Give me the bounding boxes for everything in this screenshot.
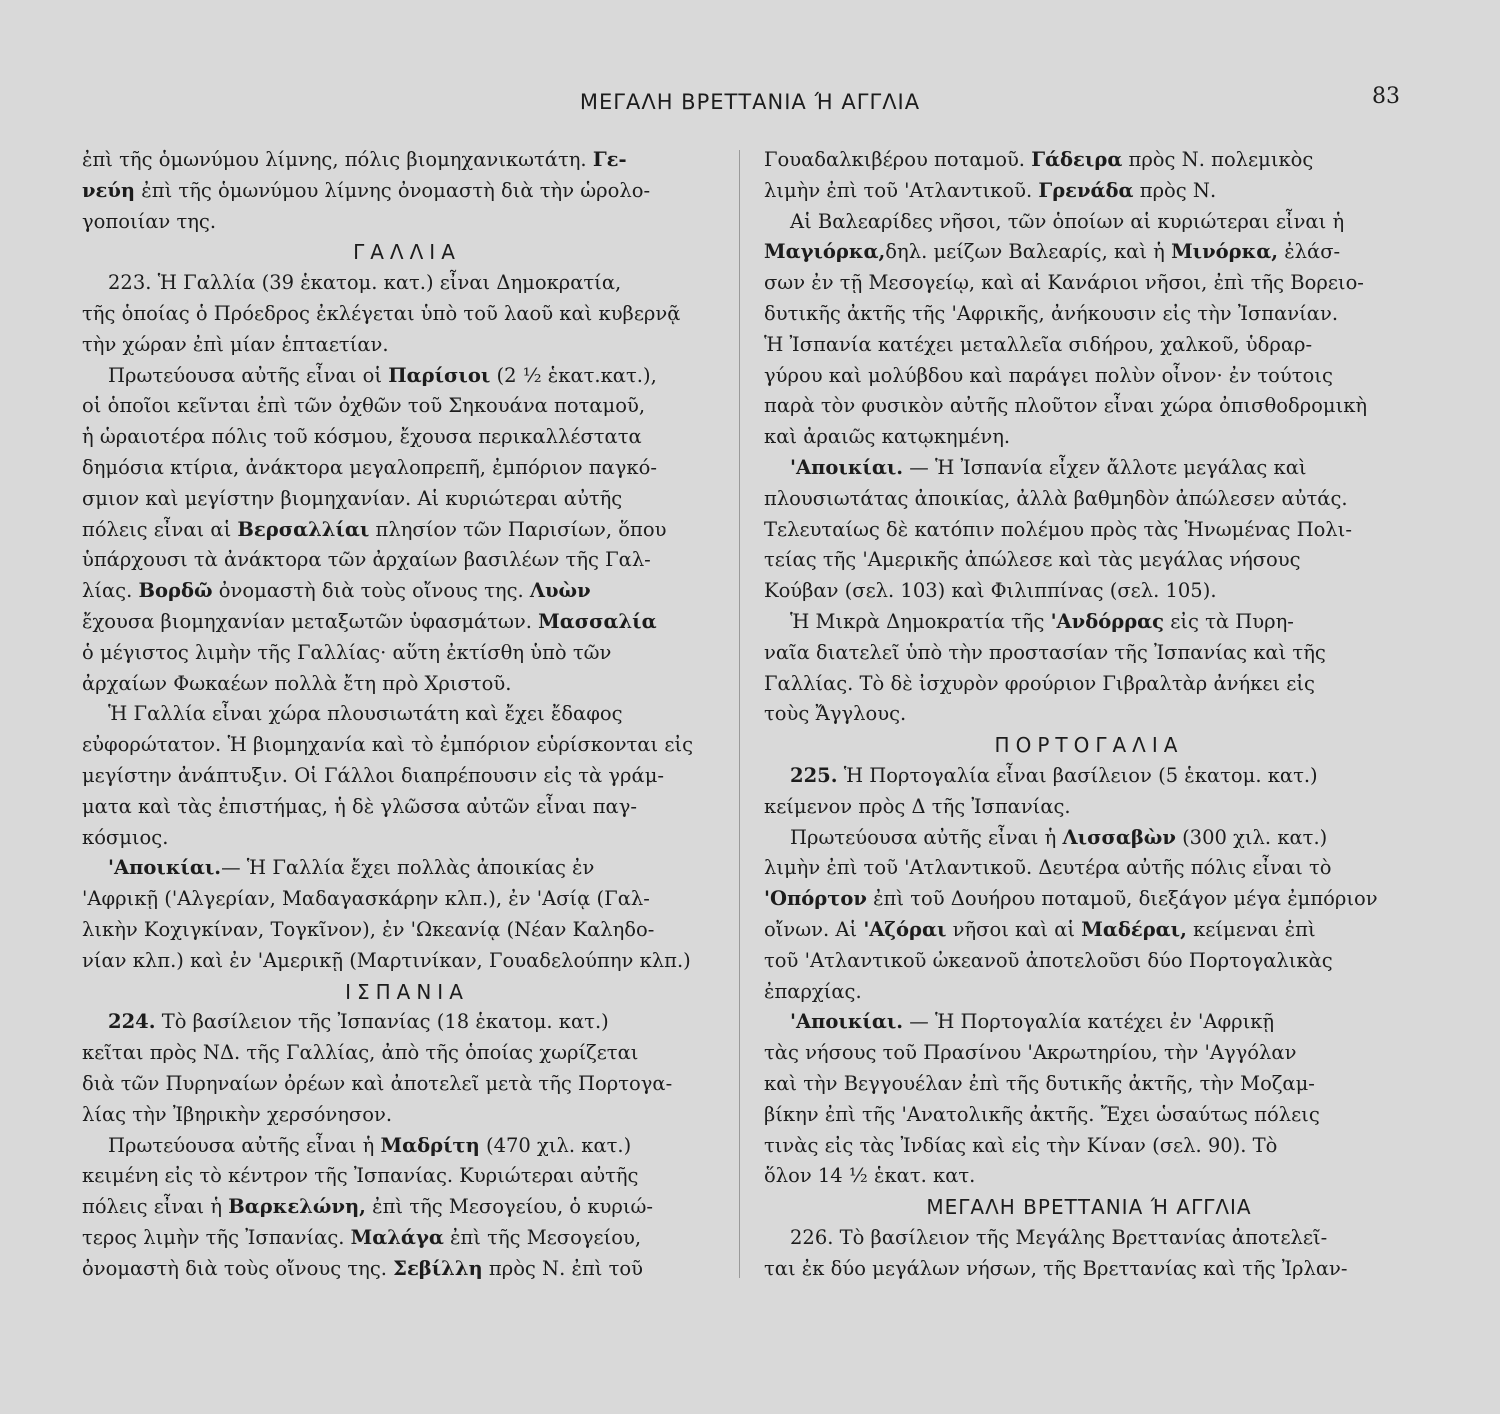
text-line — [764, 361, 1414, 392]
bold-term: Γρενάδα — [1038, 178, 1134, 202]
text-line — [764, 1161, 1414, 1192]
text-line — [764, 391, 1414, 422]
text-line — [82, 823, 732, 854]
text-segment: λίας. — [82, 579, 139, 603]
text-segment: Κούβαν (σελ. 103) καὶ Φιλιππίνας (σελ. 105). — [764, 579, 1217, 603]
text-line — [764, 977, 1414, 1008]
text-segment: Αἱ Βαλεαρίδες νῆσοι, τῶν ὁποίων αἱ κυριώτεραι εἶναι ἡ — [790, 209, 1345, 233]
text-line — [764, 607, 1414, 638]
text-line — [82, 946, 732, 977]
text-segment: ται ἐκ δύο μεγάλων νήσων, τῆς Βρεττανίας καὶ τῆς Ἰρλαν- — [764, 1256, 1348, 1280]
text-line — [82, 207, 732, 238]
text-segment: βίκην ἐπὶ τῆς 'Ανατολικῆς ἀκτῆς. Ἔχει ὡσαύτως πόλεις — [764, 1102, 1320, 1126]
bold-term: 224. — [108, 1010, 156, 1034]
text-line — [764, 1131, 1414, 1162]
bold-term: Γε- — [592, 148, 627, 171]
text-segment: σμιον καὶ μεγίστην βιομηχανίαν. Αἱ κυριώτεραι αὐτῆς — [82, 486, 623, 510]
text-segment: τὰς νήσους τοῦ Πρασίνου 'Ακρωτηρίου, τὴν 'Αγγόλαν — [764, 1041, 1297, 1065]
text-segment: Πρωτεύουσα αὐτῆς εἶναι ἡ — [790, 825, 1063, 849]
page-number: 83 — [1372, 84, 1400, 109]
text-segment: δηλ. μείζων Βαλεαρίς, καὶ ἡ — [885, 240, 1172, 264]
bold-term: νεύη — [82, 178, 136, 202]
text-segment: ἔχουσα βιομηχανίαν μεταξωτῶν ὑφασμάτων. — [82, 609, 539, 633]
text-line — [764, 915, 1414, 946]
text-segment: — Ἡ Ἰσπανία εἶχεν ἄλλοτε μεγάλας καὶ — [903, 455, 1307, 479]
text-line — [764, 884, 1414, 915]
text-segment: γύρου καὶ μολύβδου καὶ παράγει πολὺν οἶνον· ἐν τούτοις — [764, 363, 1333, 387]
running-header: ΜΕΓΑΛΗ ΒΡΕΤΤΑΝΙΑ Ή ΑΓΓΛΙΑ — [579, 90, 921, 114]
bold-term: 'Ανδόρρας — [1050, 609, 1165, 633]
text-segment: πλησίον τῶν Παρισίων, ὅπου — [369, 517, 667, 541]
text-segment: ἐπαρχίας. — [764, 979, 862, 1003]
text-line — [764, 761, 1414, 792]
bold-term: 'Αζόραι — [863, 917, 947, 941]
bold-term: 'Οπόρτον — [764, 887, 867, 911]
bold-term: Βερσαλλίαι — [237, 517, 370, 541]
text-line — [764, 176, 1414, 207]
bold-term: Λισσαβὼν — [1062, 825, 1176, 849]
text-segment: ἐλάσ- — [1278, 240, 1341, 264]
text-segment: εὐφορώτατον. Ἡ βιομηχανία καὶ τὸ ἐμπόριον εὑρίσκονται εἰς — [82, 733, 694, 757]
text-segment: ἐπὶ τῆς Μεσογείου, — [443, 1225, 642, 1249]
text-segment: Γαλλίας. Τὸ δὲ ἰσχυρὸν φρούριον Γιβραλτὰρ ἀνήκει εἰς — [764, 671, 1315, 695]
text-segment: ἐπὶ τῆς ὁμωνύμου λίμνης, πόλις βιομηχανικωτάτη. — [82, 148, 593, 171]
text-segment: τοῦ 'Ατλαντικοῦ ὠκεανοῦ ἀποτελοῦσι δύο Πορτογαλικὰς — [764, 948, 1333, 972]
section-heading: ΓΑΛΛΙΑ — [353, 240, 461, 265]
text-line — [764, 453, 1414, 484]
text-line — [764, 638, 1414, 669]
text-line — [82, 391, 732, 422]
text-segment: ὀνομαστὴ διὰ τοὺς οἴνους της. — [212, 579, 530, 603]
text-line — [82, 330, 732, 361]
text-segment: πρὸς Ν. — [1133, 178, 1217, 202]
text-segment: δυτικῆς ἀκτῆς τῆς 'Αφρικῆς, ἀνήκουσιν εἰς τὴν Ἰσπανίαν. — [764, 301, 1339, 325]
text-line — [82, 1007, 732, 1038]
text-segment: κειμένη εἰς τὸ κέντρον τῆς Ἰσπανίας. Κυριώτεραι αὐτῆς — [82, 1164, 639, 1188]
text-line — [82, 484, 732, 515]
text-line — [82, 299, 732, 330]
text-line — [764, 422, 1414, 453]
left-column — [82, 145, 732, 1284]
bold-term: 'Αποικίαι. — [790, 455, 904, 479]
text-line — [764, 268, 1414, 299]
text-line — [764, 699, 1414, 730]
bold-term: Μαγιόρκα, — [764, 240, 886, 264]
text-line — [82, 761, 732, 792]
text-line — [764, 237, 1414, 268]
bold-term: Λυὼν — [529, 579, 591, 603]
text-segment: ἐπὶ τῆς Μεσογείου, ὁ κυριώ- — [365, 1195, 653, 1219]
text-line — [764, 1007, 1414, 1038]
column-divider — [739, 150, 740, 1278]
text-segment: Ἡ Μικρὰ Δημοκρατία τῆς — [790, 609, 1051, 633]
bold-term: Παρίσιοι — [388, 363, 491, 387]
text-segment: τὴν χώραν ἐπὶ μίαν ἑπταετίαν. — [82, 332, 389, 356]
text-segment: ἐπὶ τῆς ὁμωνύμου λίμνης ὀνομαστὴ διὰ τὴν ὡρολο- — [135, 178, 651, 202]
text-segment: Γουαδαλκιβέρου ποταμοῦ. — [764, 148, 1032, 171]
text-segment: κείμενον πρὸς Δ τῆς Ἰσπανίας. — [764, 794, 1071, 818]
bold-term: Γάδειρα — [1031, 148, 1123, 171]
text-segment: Τελευταίως δὲ κατόπιν πολέμου πρὸς τὰς Ἡνωμένας Πολι- — [764, 517, 1352, 541]
bold-term: Μασσαλία — [538, 609, 657, 633]
text-segment: νίαν κλπ.) καὶ ἐν 'Αμερικῇ (Μαρτινίκαν, Γουαδελούπην κλπ.) — [82, 948, 691, 972]
bold-term: 225. — [790, 763, 838, 787]
text-line — [82, 699, 732, 730]
text-segment: (300 χιλ. κατ.) — [1175, 825, 1328, 849]
text-segment: τοὺς Ἄγγλους. — [764, 702, 907, 726]
text-segment: πόλεις εἶναι αἱ — [82, 517, 238, 541]
text-segment: ὁ μέγιστος λιμὴν τῆς Γαλλίας· αὕτη ἐκτίσθη ὑπὸ τῶν — [82, 640, 612, 664]
section-heading: ΙΣΠΑΝΙΑ — [345, 979, 469, 1004]
text-line — [764, 299, 1414, 330]
text-line — [82, 453, 732, 484]
text-segment: διὰ τῶν Πυρηναίων ὀρέων καὶ ἀποτελεῖ μετὰ τῆς Πορτογα- — [82, 1071, 673, 1095]
text-line — [764, 330, 1414, 361]
text-segment: Ἡ Γαλλία εἶναι χώρα πλουσιωτάτη καὶ ἔχει ἔδαφος — [108, 702, 623, 726]
text-line — [764, 669, 1414, 700]
text-line — [82, 268, 732, 299]
bold-term: Βορδῶ — [138, 579, 213, 603]
text-line — [764, 145, 1414, 176]
section-heading: ΠΟΡΤΟΓΑΛΙΑ — [994, 733, 1184, 758]
text-segment: 226. Τὸ βασίλειον τῆς Μεγάλης Βρεττανίας ἀποτελεῖ- — [790, 1225, 1328, 1249]
bold-term: Μινόρκα, — [1171, 240, 1278, 264]
text-line — [82, 576, 732, 607]
text-segment: οἴνων. Αἱ — [764, 917, 864, 941]
text-segment: εἰς τὰ Πυρη- — [1164, 609, 1294, 633]
bold-term: 'Αποικίαι. — [790, 1010, 904, 1034]
text-segment: Ἡ Ἰσπανία κατέχει μεταλλεῖα σιδήρου, χαλκοῦ, ὑδραρ- — [764, 332, 1313, 356]
text-segment: οἱ ὁποῖοι κεῖνται ἐπὶ τῶν ὀχθῶν τοῦ Σηκουάνα ποταμοῦ, — [82, 394, 646, 418]
bold-term: Σεβίλλη — [393, 1256, 483, 1280]
bold-term: 'Αποικίαι. — [108, 856, 222, 880]
text-line — [82, 853, 732, 884]
text-line — [764, 1254, 1414, 1285]
text-line — [764, 484, 1414, 515]
text-line — [82, 422, 732, 453]
text-segment: γοποιίαν της. — [82, 209, 217, 233]
text-line — [82, 545, 732, 576]
text-line — [764, 1100, 1414, 1131]
text-line — [82, 669, 732, 700]
text-segment: λιμὴν ἐπὶ τοῦ 'Ατλαντικοῦ. Δευτέρα αὐτῆς πόλις εἶναι τὸ — [764, 856, 1332, 880]
text-segment: κείμεναι ἐπὶ — [1186, 917, 1316, 941]
text-segment: νῆσοι καὶ αἱ — [946, 917, 1082, 941]
text-line — [82, 1069, 732, 1100]
text-segment: μεγίστην ἀνάπτυξιν. Οἱ Γάλλοι διαπρέπουσιν εἰς τὰ γράμ- — [82, 763, 664, 787]
text-segment: — Ἡ Γαλλία ἔχει πολλὰς ἀποικίας ἐν — [221, 856, 595, 880]
text-segment: τῆς ὁποίας ὁ Πρόεδρος ἐκλέγεται ὑπὸ τοῦ λαοῦ καὶ κυβερνᾷ — [82, 301, 681, 325]
text-segment: Πρωτεύουσα αὐτῆς εἶναι ἡ — [108, 1133, 381, 1157]
text-segment: πρὸς Ν. πολεμικὸς — [1122, 148, 1314, 171]
text-line — [82, 1223, 732, 1254]
text-segment: τινὰς εἰς τὰς Ἰνδίας καὶ εἰς τὴν Κίναν (σελ. 90). Τὸ — [764, 1133, 1278, 1157]
text-segment: ἀρχαίων Φωκαέων πολλὰ ἔτη πρὸ Χριστοῦ. — [82, 671, 512, 695]
text-segment: λίας τὴν Ἰβηρικὴν χερσόνησον. — [82, 1102, 393, 1126]
text-line — [82, 884, 732, 915]
text-segment: κόσμιος. — [82, 825, 169, 849]
text-line — [764, 792, 1414, 823]
text-segment: (2 ½ ἑκατ.κατ.), — [490, 363, 657, 387]
text-line — [82, 1254, 732, 1285]
text-line — [82, 515, 732, 546]
right-column — [764, 145, 1414, 1284]
text-line — [764, 853, 1414, 884]
section-heading: ΜΕΓΑΛΗ ΒΡΕΤΤΑΝΙΑ Ή ΑΓΓΛΙΑ — [926, 1195, 1252, 1220]
text-line — [82, 638, 732, 669]
text-line — [82, 1038, 732, 1069]
text-segment: καὶ τὴν Βεγγουέλαν ἐπὶ τῆς δυτικῆς ἀκτῆς, τὴν Μοζαμ- — [764, 1071, 1315, 1095]
text-line — [764, 946, 1414, 977]
bold-term: Μαλάγα — [350, 1225, 444, 1249]
text-line — [82, 915, 732, 946]
text-segment: 'Αφρικῇ ('Αλγερίαν, Μαδαγασκάρην κλπ.), ἐν 'Ασίᾳ (Γαλ- — [82, 887, 650, 911]
text-line — [82, 792, 732, 823]
text-segment: πλουσιωτάτας ἀποικίας, ἀλλὰ βαθμηδὸν ἀπώλεσεν αὐτάς. — [764, 486, 1348, 510]
text-segment: πόλεις εἶναι ἡ — [82, 1195, 229, 1219]
text-line — [764, 576, 1414, 607]
text-line — [764, 207, 1414, 238]
text-segment: σων ἐν τῇ Μεσογείῳ, καὶ αἱ Κανάριοι νῆσοι, ἐπὶ τῆς Βορειο- — [764, 271, 1364, 295]
text-segment: Τὸ βασίλειον τῆς Ἰσπανίας (18 ἑκατομ. κατ.) — [155, 1010, 609, 1034]
bold-term: Μαδέραι, — [1081, 917, 1187, 941]
text-segment: ὀνομαστὴ διὰ τοὺς οἴνους της. — [82, 1256, 394, 1280]
text-line — [82, 1192, 732, 1223]
text-segment: — Ἡ Πορτογαλία κατέχει ἐν 'Αφρικῇ — [903, 1010, 1275, 1034]
text-segment: λικὴν Κοχιγκίναν, Τογκῖνον), ἐν 'Ωκεανίᾳ (Νέαν Καληδο- — [82, 917, 655, 941]
text-segment: ὅλον 14 ½ ἑκατ. κατ. — [764, 1164, 976, 1188]
text-line — [82, 176, 732, 207]
bold-term: Μαδρίτη — [380, 1133, 480, 1157]
text-segment: λιμὴν ἐπὶ τοῦ 'Ατλαντικοῦ. — [764, 178, 1039, 202]
text-line — [82, 1161, 732, 1192]
text-segment: ὑπάρχουσι τὰ ἀνάκτορα τῶν ἀρχαίων βασιλέων τῆς Γαλ- — [82, 548, 651, 572]
text-segment: Ἡ Πορτογαλία εἶναι βασίλειον (5 ἑκατομ. κατ.) — [837, 763, 1318, 787]
text-line — [82, 607, 732, 638]
text-segment: 223. Ἡ Γαλλία (39 ἑκατομ. κατ.) εἶναι Δημοκρατία, — [108, 271, 622, 295]
text-line — [764, 1223, 1414, 1254]
text-segment: κεῖται πρὸς ΝΔ. τῆς Γαλλίας, ἀπὸ τῆς ὁποίας χωρίζεται — [82, 1041, 639, 1065]
text-line — [82, 1131, 732, 1162]
text-segment: τείας τῆς 'Αμερικῆς ἀπώλεσε καὶ τὰς μεγάλας νήσους — [764, 548, 1301, 572]
text-line — [82, 145, 732, 176]
text-segment: ἐπὶ τοῦ Δουήρου ποταμοῦ, διεξάγον μέγα ἐμπόριον — [866, 887, 1378, 911]
text-segment: ἡ ὡραιοτέρα πόλις τοῦ κόσμου, ἔχουσα περικαλλέστατα — [82, 425, 642, 449]
text-line — [764, 545, 1414, 576]
text-segment: (470 χιλ. κατ.) — [479, 1133, 632, 1157]
text-line — [82, 1100, 732, 1131]
text-line — [764, 1069, 1414, 1100]
text-segment: ματα καὶ τὰς ἐπιστήμας, ἡ δὲ γλῶσσα αὐτῶν εἶναι παγ- — [82, 794, 637, 818]
text-line — [82, 361, 732, 392]
bold-term: Βαρκελώνη, — [228, 1195, 366, 1219]
text-segment: παρὰ τὸν φυσικὸν αὐτῆς πλοῦτον εἶναι χώρα ὀπισθοδρομικὴ — [764, 394, 1368, 418]
text-segment: τερος λιμὴν τῆς Ἰσπανίας. — [82, 1225, 351, 1249]
text-line — [764, 823, 1414, 854]
text-line — [764, 1038, 1414, 1069]
text-segment: Πρωτεύουσα αὐτῆς εἶναι οἱ — [108, 363, 389, 387]
text-segment: πρὸς Ν. ἐπὶ τοῦ — [482, 1256, 644, 1280]
text-segment: καὶ ἀραιῶς κατῳκημένη. — [764, 425, 1011, 449]
text-segment: δημόσια κτίρια, ἀνάκτορα μεγαλοπρεπῆ, ἐμπόριον παγκό- — [82, 455, 657, 479]
text-segment: ναῖα διατελεῖ ὑπὸ τὴν προστασίαν τῆς Ἰσπανίας καὶ τῆς — [764, 640, 1326, 664]
text-line — [764, 515, 1414, 546]
text-line — [82, 730, 732, 761]
